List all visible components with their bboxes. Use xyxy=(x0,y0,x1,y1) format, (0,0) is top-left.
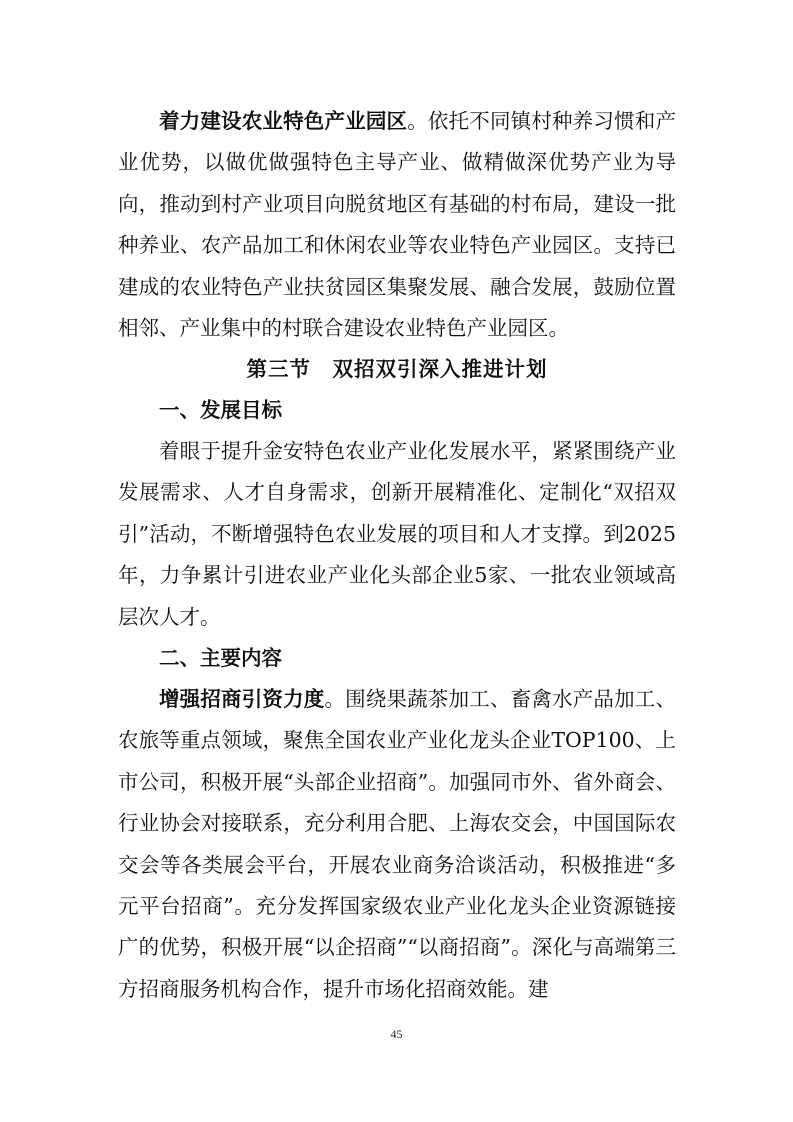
paragraph-industrial-parks xyxy=(118,101,676,349)
section-title: 第三节 双招双引深入推进计划 xyxy=(246,357,548,381)
paragraph-development-goals xyxy=(118,431,676,638)
paragraph-lead-industrial-parks: 着力建设农业特色产业园区 xyxy=(159,109,408,133)
subheading-main-content: 二、主要内容 xyxy=(159,646,282,670)
page-number: 45 xyxy=(390,1027,403,1041)
paragraph-body-investment-attraction: 。围绕果蔬茶加工、畜禽水产品加工、农旅等重点领域，聚焦全国农业产业化龙头企业TOP100、上市公司，积极开展“头部企业招商”。加强同市外、省外商会、行业协会对接联系，充分利用合肥、上海农交会，中国国际农交会等各类展会平台，开展农业商务洽谈活动，积极推进“多元平台招商”。充分发挥国家级农业产业化龙头企业资源链接广的优势，积极开展“以企招商”“以商招商”。深化与高端第三方招商服务机构合作，提升市场化招商效能。建 xyxy=(118,687,676,1001)
subheading-development-goals: 一、发展目标 xyxy=(159,398,282,422)
paragraph-investment-attraction xyxy=(118,679,676,1010)
paragraph-body-development-goals: 着眼于提升金安特色农业产业化发展水平，紧紧围绕产业发展需求、人才自身需求，创新开展精准化、定制化“双招双引”活动，不断增强特色农业发展的项目和人才支撑。到2025年，力争累计引进农业产业化头部企业5家、一批农业领域高层次人才。 xyxy=(118,439,676,629)
paragraph-lead-investment-attraction: 增强招商引资力度 xyxy=(159,687,325,711)
paragraph-body-industrial-parks: 。依托不同镇村种养习惯和产业优势，以做优做强特色主导产业、做精做深优势产业为导向，推动到村产业项目向脱贫地区有基础的村布局，建设一批种养业、农产品加工和休闲农业等农业特色产业园区。支持已建成的农业特色产业扶贫园区集聚发展、融合发展，鼓励位置相邻、产业集中的村联合建设农业特色产业园区。 xyxy=(118,109,676,341)
